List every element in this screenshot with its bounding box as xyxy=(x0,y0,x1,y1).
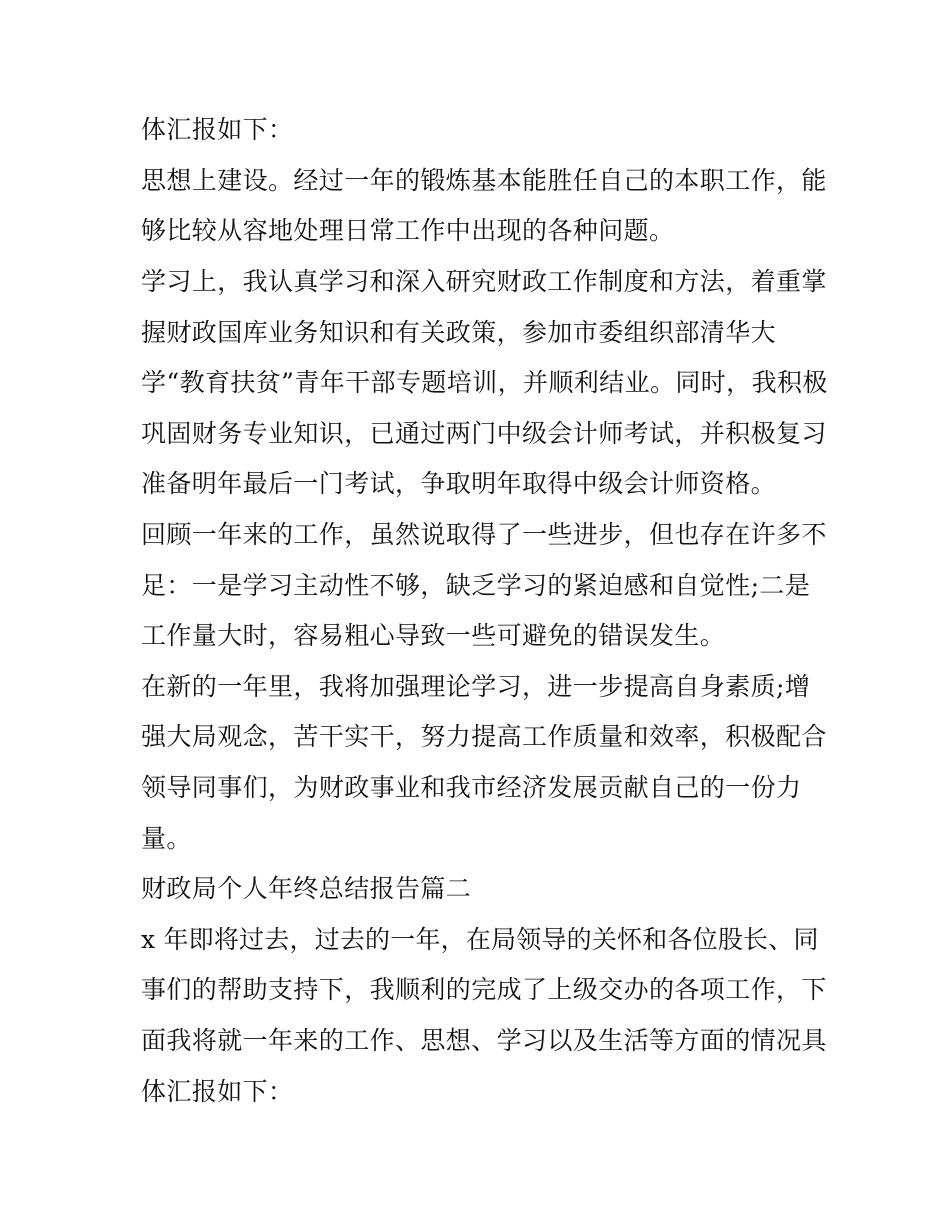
section-heading: 财政局个人年终总结报告篇二 xyxy=(141,874,472,903)
text-line: x 年即将过去，过去的一年，在局领导的关怀和各位股长、同 xyxy=(141,925,819,954)
text-line: 思想上建设。经过一年的锻炼基本能胜任自己的本职工作，能 xyxy=(141,166,827,195)
text-line: 工作量大时，容易粗心导致一些可避免的错误发生。 xyxy=(141,621,726,650)
text-line: 足：一是学习主动性不够，缺乏学习的紧迫感和自觉性;二是 xyxy=(141,571,811,600)
text-line: 量。 xyxy=(141,824,192,853)
text-line: 够比较从容地处理日常工作中出现的各种问题。 xyxy=(141,216,675,245)
text-line: 学习上，我认真学习和深入研究财政工作制度和方法，着重掌 xyxy=(141,267,827,296)
text-line: 体汇报如下： xyxy=(141,115,294,144)
text-line: 在新的一年里，我将加强理论学习，进一步提高自身素质;增 xyxy=(141,672,811,701)
text-line: 面我将就一年来的工作、思想、学习以及生活等方面的情况具 xyxy=(141,1026,827,1055)
text-line: 回顾一年来的工作，虽然说取得了一些进步，但也存在许多不 xyxy=(141,520,827,549)
text-line: 强大局观念，苦干实干，努力提高工作质量和效率，积极配合 xyxy=(141,722,827,751)
text-line: 学“教育扶贫”青年干部专题培训，并顺利结业。同时，我积极 xyxy=(141,368,828,397)
text-line: 领导同事们，为财政事业和我市经济发展贡献自己的一份力 xyxy=(141,773,802,802)
text-line: 事们的帮助支持下，我顺利的完成了上级交办的各项工作，下 xyxy=(141,975,827,1004)
text-line: 准备明年最后一门考试，争取明年取得中级会计师资格。 xyxy=(141,469,777,498)
text-line: 握财政国库业务知识和有关政策，参加市委组织部清华大 xyxy=(141,318,777,347)
text-line: 巩固财务专业知识，已通过两门中级会计师考试，并积极复习 xyxy=(141,419,827,448)
text-line: 体汇报如下： xyxy=(141,1077,294,1106)
